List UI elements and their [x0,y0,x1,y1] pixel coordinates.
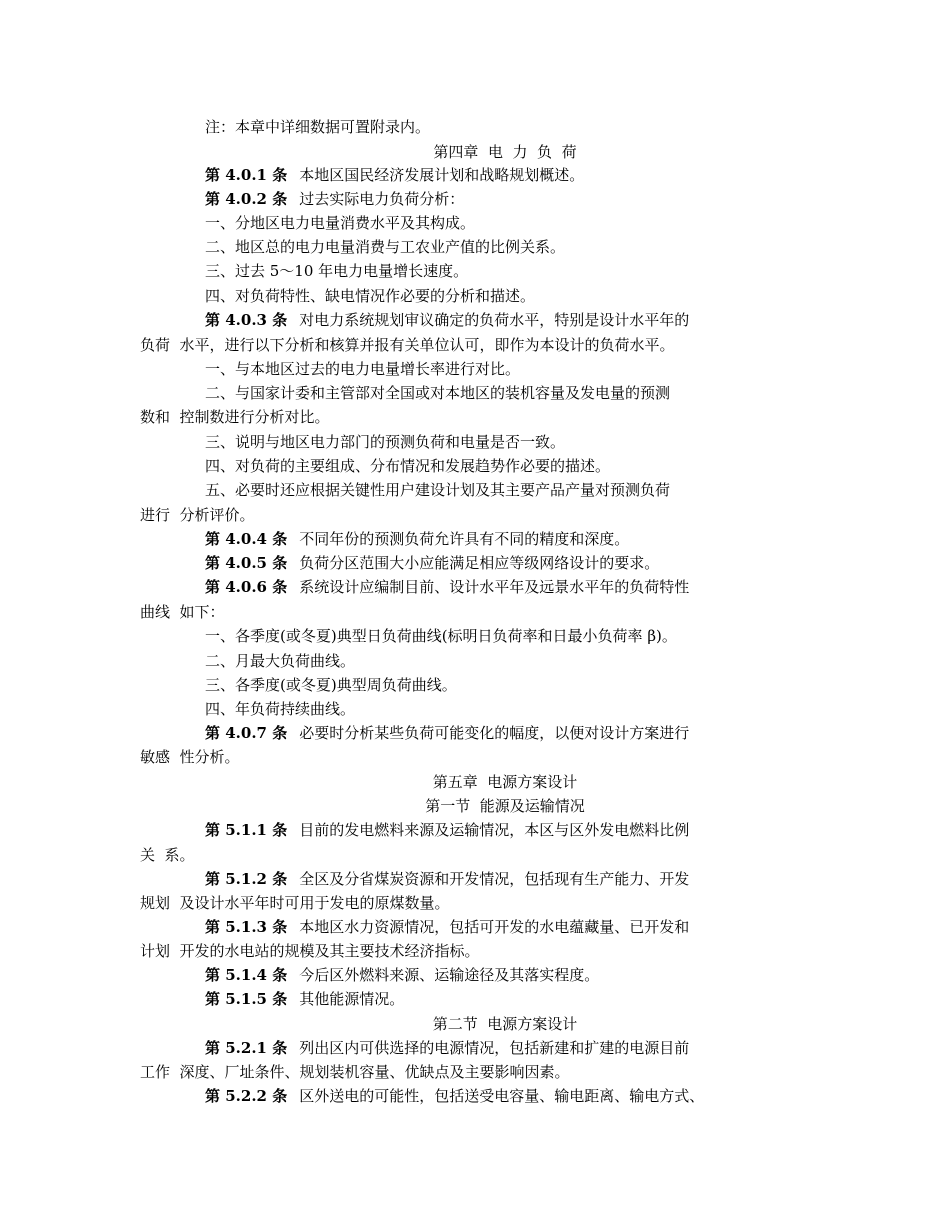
article-label: 第 4.0.6 条 [205,578,288,596]
article-text: 其他能源情况。 [299,990,405,1008]
article-continuation: 负荷 水平，进行以下分析和核算并报有关单位认可，即作为本设计的负荷水平。 [140,336,675,354]
article-label: 第 5.2.1 条 [205,1039,288,1057]
article-4-0-7 [0,721,950,745]
article-continuation: 工作 深度、厂址条件、规划装机容量、优缺点及主要影响因素。 [140,1063,570,1081]
article-label: 第 5.2.2 条 [205,1087,288,1105]
chapter-4-title: 第四章 电 力 负 荷 [433,143,577,161]
article-5-1-1 [0,818,950,842]
article-text: 全区及分省煤炭资源和开发情况，包括现有生产能力、开发 [299,870,690,888]
article-label: 第 4.0.3 条 [205,311,288,329]
article-label: 第 5.1.1 条 [205,821,288,839]
article-5-1-2 [0,867,950,891]
article-text: 负荷分区范围大小应能满足相应等级网络设计的要求。 [299,554,660,572]
article-4-0-1 [0,163,950,187]
article-text: 过去实际电力负荷分析： [299,190,465,208]
article-label: 第 4.0.4 条 [205,530,288,548]
article-text: 区外送电的可能性，包括送受电容量、输电距离、输电方式、 [299,1087,705,1105]
list-item: 四、对负荷特性、缺电情况作必要的分析和描述。 [205,287,536,305]
article-text: 本地区水力资源情况，包括可开发的水电蕴藏量、已开发和 [299,918,690,936]
article-continuation: 关 系。 [140,846,195,864]
list-item: 四、年负荷持续曲线。 [205,700,356,718]
list-item-continuation: 数和 控制数进行分析对比。 [140,408,330,426]
article-text: 对电力系统规划审议确定的负荷水平，特别是设计水平年的 [299,311,690,329]
list-item-continuation: 进行 分析评价。 [140,506,255,524]
section-2-title: 第二节 电源方案设计 [432,1015,578,1033]
list-item: 一、各季度(或冬夏)典型日负荷曲线(标明日负荷率和日最小负荷率 β)。 [205,627,677,645]
list-item: 四、对负荷的主要组成、分布情况和发展趋势作必要的描述。 [205,457,611,475]
article-label: 第 5.1.3 条 [205,918,288,936]
article-label: 第 4.0.5 条 [205,554,288,572]
list-item: 二、月最大负荷曲线。 [205,652,356,670]
article-continuation: 规划 及设计水平年时可用于发电的原煤数量。 [140,894,450,912]
article-5-2-2 [0,1084,950,1108]
article-text: 系统设计应编制目前、设计水平年及远景水平年的负荷特性 [299,578,690,596]
article-text: 今后区外燃料来源、运输途径及其落实程度。 [299,966,600,984]
article-text: 本地区国民经济发展计划和战略规划概述。 [299,166,585,184]
list-item: 一、分地区电力电量消费水平及其构成。 [205,214,476,232]
section-1-title: 第一节 能源及运输情况 [425,797,585,815]
article-text: 必要时分析某些负荷可能变化的幅度，以便对设计方案进行 [299,724,690,742]
list-item: 一、与本地区过去的电力电量增长率进行对比。 [205,360,521,378]
list-item: 三、说明与地区电力部门的预测负荷和电量是否一致。 [205,433,566,451]
article-4-0-3 [0,308,950,332]
article-4-0-4 [0,527,950,551]
list-item: 二、地区总的电力电量消费与工农业产值的比例关系。 [205,238,566,256]
list-item: 五、必要时还应根据关键性用户建设计划及其主要产品产量对预测负荷 [205,481,671,499]
list-item: 二、与国家计委和主管部对全国或对本地区的装机容量及发电量的预测 [205,384,671,402]
article-continuation: 敏感 性分析。 [140,748,240,766]
article-text: 不同年份的预测负荷允许具有不同的精度和深度。 [299,530,630,548]
article-5-1-5 [0,987,950,1011]
article-4-0-2 [0,187,950,211]
chapter-note: 注：本章中详细数据可置附录内。 [205,118,431,136]
article-label: 第 4.0.1 条 [205,166,288,184]
article-4-0-6 [0,575,950,599]
article-label: 第 5.1.5 条 [205,990,288,1008]
article-label: 第 4.0.2 条 [205,190,288,208]
article-text: 目前的发电燃料来源及运输情况，本区与区外发电燃料比例 [299,821,690,839]
article-continuation: 曲线 如下： [140,603,225,621]
article-5-1-4 [0,963,950,987]
article-5-2-1 [0,1036,950,1060]
article-continuation: 计划 开发的水电站的规模及其主要技术经济指标。 [140,942,480,960]
list-item: 三、各季度(或冬夏)典型周负荷曲线。 [205,676,457,694]
chapter-5-title: 第五章 电源方案设计 [432,773,578,791]
article-label: 第 5.1.4 条 [205,966,288,984]
article-5-1-3 [0,915,950,939]
article-label: 第 4.0.7 条 [205,724,288,742]
article-4-0-5 [0,551,950,575]
article-text: 列出区内可供选择的电源情况，包括新建和扩建的电源目前 [299,1039,690,1057]
list-item: 三、过去 5～10 年电力电量增长速度。 [205,262,469,280]
article-label: 第 5.1.2 条 [205,870,288,888]
